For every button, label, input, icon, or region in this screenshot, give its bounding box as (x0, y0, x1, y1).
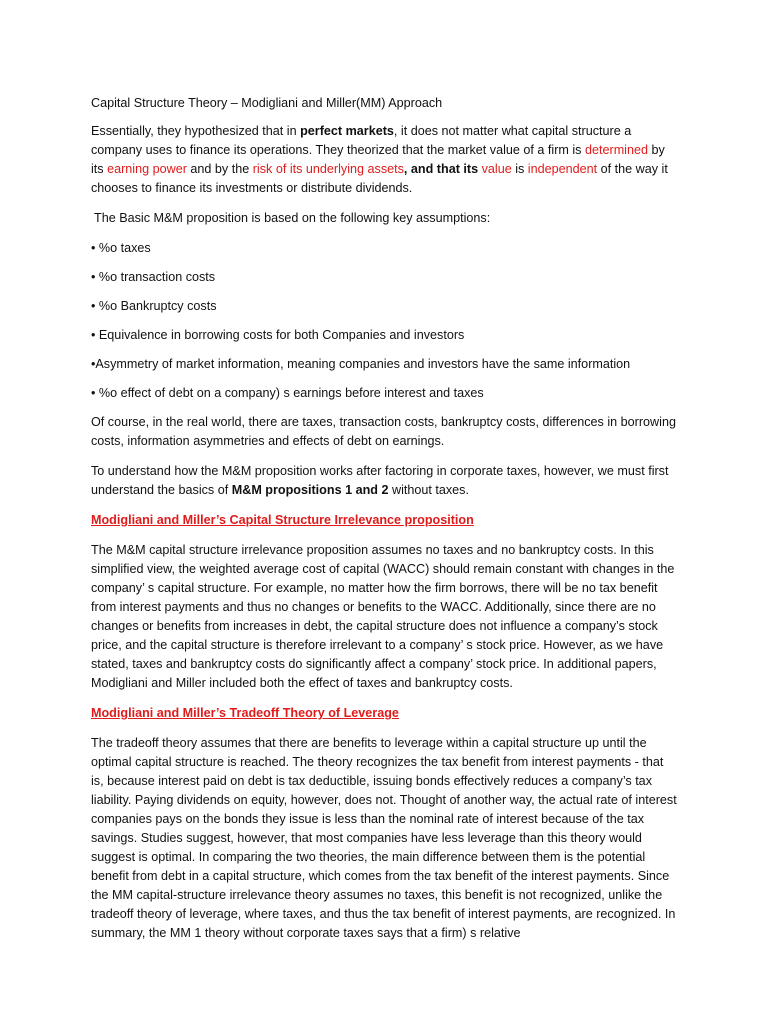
paragraph-tradeoff: The tradeoff theory assumes that there are benefits to leverage within a capital structure up until the optimal capital structure is reached. The theory recognizes the tax benefit from interest payments - that is, because interest paid on debt is tax deductible, issuing bonds effectively reduces a company’s tax liability. Paying dividends on equity, however, does not. Thought of another way, the actual rate of interest companies pays on the bonds they issue is less than the nominal rate of interest because of the tax savings. Studies suggest, however, that most companies have less leverage than this theory would suggest is optimal. In comparing the two theories, the main difference between them is the potential benefit from debt in a capital structure, which comes from the tax benefit of the interest payments. Since the MM capital-structure irrelevance theory assumes no taxes, this benefit is not recognized, unlike the tradeoff theory of leverage, where taxes, and thus the tax benefit of interest payments, are recognized. In summary, the MM 1 theory without corporate taxes says that a firm) s relative (91, 736, 677, 940)
text-run: without taxes. (388, 483, 469, 497)
list-item: • %o effect of debt on a company) s earnings before interest and taxes (91, 386, 484, 400)
text-run: and by the (186, 162, 253, 176)
text-run: by its (91, 143, 665, 176)
paragraph-hypothesis (91, 122, 678, 198)
document-title: Capital Structure Theory – Modigliani and Miller(MM) Approach (91, 96, 443, 110)
text-run-bold: M&M propositions 1 and 2 (231, 483, 389, 497)
list-item: • %o taxes (91, 241, 151, 255)
assumptions-intro: The Basic M&M proposition is based on the following key assumptions: (94, 211, 491, 225)
paragraph-real-world: Of course, in the real world, there are taxes, transaction costs, bankruptcy costs, differences in borrowing costs, information asymmetries and effects of debt on earnings. (91, 415, 676, 448)
paragraph-understanding (91, 462, 678, 500)
list-item: •Asymmetry of market information, meaning companies and investors have the same information (91, 357, 631, 371)
text-run-red: earning power (107, 162, 187, 176)
text-run-red: value (481, 162, 512, 176)
text-run: To understand how the M&M proposition works after factoring in corporate taxes, however, we must first understand the basics of (91, 464, 669, 497)
text-run-red: risk of its underlying assets (252, 162, 404, 176)
text-run: is (511, 162, 528, 176)
text-run-red: determined (584, 143, 648, 157)
paragraph-irrelevance: The M&M capital structure irrelevance proposition assumes no taxes and no bankruptcy costs. In this simplified view, the weighted average cost of capital (WACC) should remain constant with changes in the company’ s capital structure. For example, no matter how the firm borrows, there will be no tax benefit from interest payments and thus no changes or benefits to the WACC. Additionally, since there are no changes or benefits from increases in debt, the capital structure does not influence a company’s stock price, and the capital structure is therefore irrelevant to a company’ s stock price. However, as we have stated, taxes and bankruptcy costs do significantly affect a company’ stock price. In additional papers, Modigliani and Miller included both the effect of taxes and bankruptcy costs. (91, 543, 675, 690)
assumptions-list (91, 239, 678, 403)
text-run-bold: perfect markets (300, 124, 394, 138)
list-item: • Equivalence in borrowing costs for both Companies and investors (91, 328, 465, 342)
list-item: • %o transaction costs (91, 270, 216, 284)
text-run: Essentially, they hypothesized that in (91, 124, 301, 138)
list-item: • %o Bankruptcy costs (91, 299, 217, 313)
text-run-red: independent (527, 162, 598, 176)
section-heading-irrelevance: Modigliani and Miller’s Capital Structure Irrelevance proposition (91, 513, 474, 527)
text-run: , it does not matter what capital structure a company uses to finance its operations. They theorized that the market value of a firm is (91, 124, 632, 157)
text-run-bold: , and that its (403, 162, 482, 176)
text-run: of the way it chooses to finance its investments or distribute dividends. (91, 162, 668, 195)
section-heading-tradeoff: Modigliani and Miller’s Tradeoff Theory of Leverage (91, 706, 399, 720)
